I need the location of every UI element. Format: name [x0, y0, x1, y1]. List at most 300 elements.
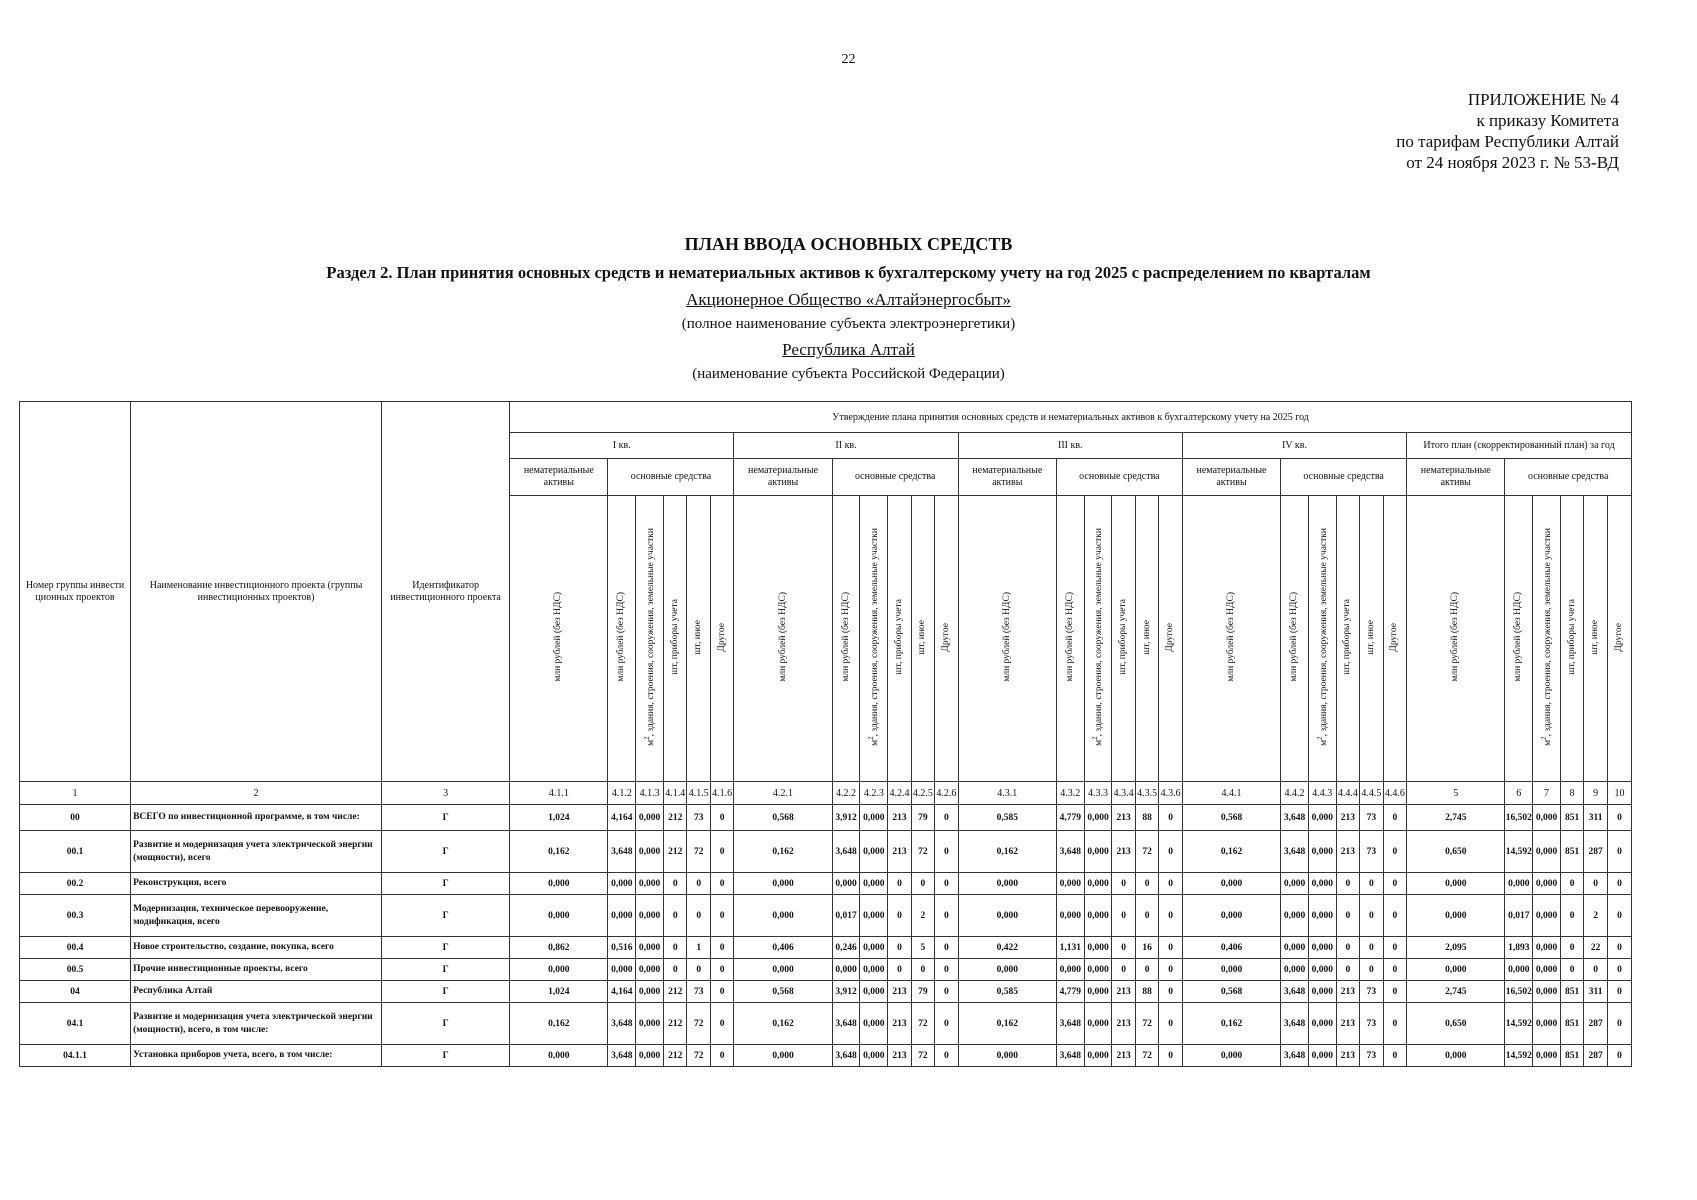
- column-number: 4.4.2: [1281, 782, 1309, 805]
- header-unit-mln-rub: [1407, 496, 1505, 782]
- row-value-cell: 0: [1159, 981, 1182, 1003]
- column-number: 5: [1407, 782, 1505, 805]
- row-value-cell: 72: [1135, 1003, 1158, 1045]
- unit-mln-rub-label: млн рублей (без НДС): [553, 592, 564, 682]
- row-value-cell: 0: [935, 1003, 958, 1045]
- header-unit-m2: [1084, 496, 1112, 782]
- row-value-cell: 0: [1383, 959, 1406, 981]
- row-value-cell: 0,000: [1308, 1003, 1336, 1045]
- row-value-cell: 213: [1336, 981, 1359, 1003]
- row-group-number: 00.3: [20, 895, 131, 937]
- row-value-cell: 851: [1560, 805, 1583, 831]
- unit-meters-label: шт, приборы учета: [669, 599, 680, 675]
- row-value-cell: 0: [888, 959, 911, 981]
- row-group-number: 04.1: [20, 1003, 131, 1045]
- row-value-cell: 0: [1159, 1003, 1182, 1045]
- row-project-name: Развитие и модернизация учета электрической энергии (мощности), всего, в том числе:: [131, 1003, 382, 1045]
- row-value-cell: 88: [1135, 981, 1158, 1003]
- unit-m2-prefix: м: [1094, 739, 1105, 746]
- row-value-cell: 1,024: [510, 805, 608, 831]
- row-value-cell: 3,648: [608, 1003, 636, 1045]
- unit-other-label: Другое: [940, 622, 951, 652]
- header-unit-other-pcs: [1135, 496, 1158, 782]
- row-value-cell: 0,000: [608, 895, 636, 937]
- row-value-cell: 0: [1159, 873, 1182, 895]
- row-value-cell: 0,000: [1308, 981, 1336, 1003]
- row-value-cell: 0: [663, 959, 686, 981]
- column-number: 4.2.1: [734, 782, 832, 805]
- column-number: 4.4.5: [1360, 782, 1383, 805]
- row-value-cell: 0: [1383, 805, 1406, 831]
- row-value-cell: 73: [1360, 831, 1383, 873]
- unit-other-label: Другое: [716, 622, 727, 652]
- header-unit-mln-rub: [1281, 496, 1309, 782]
- row-value-cell: 0,000: [860, 805, 888, 831]
- row-value-cell: 0,000: [636, 831, 664, 873]
- unit-m2-label: [642, 528, 657, 746]
- row-value-cell: 213: [888, 1045, 911, 1067]
- column-number: 4.1.2: [608, 782, 636, 805]
- unit-other-pcs-label: шт, иное: [693, 619, 704, 655]
- row-value-cell: 0,017: [1505, 895, 1533, 937]
- unit-meters-label: шт, приборы учета: [1566, 599, 1577, 675]
- row-value-cell: 0,000: [636, 981, 664, 1003]
- row-value-cell: 213: [1112, 981, 1135, 1003]
- row-value-cell: 0,000: [1407, 1045, 1505, 1067]
- row-value-cell: 0,000: [734, 873, 832, 895]
- header-unit-mln-rub: [734, 496, 832, 782]
- unit-m2-prefix: м: [870, 739, 881, 746]
- header-project-name: Наименование инвестиционного проекта (группы инвестиционных проектов): [131, 402, 382, 782]
- row-group-number: 00.4: [20, 937, 131, 959]
- row-value-cell: 72: [687, 1003, 710, 1045]
- row-value-cell: 0,406: [1182, 937, 1280, 959]
- row-value-cell: 213: [1112, 1003, 1135, 1045]
- row-value-cell: 0: [1135, 959, 1158, 981]
- row-project-id: Г: [382, 1045, 510, 1067]
- table-row: [20, 1003, 1632, 1045]
- unit-other-label: Другое: [1165, 622, 1176, 652]
- unit-m2-label: [1090, 528, 1105, 746]
- header-fixed-assets: основные средства: [1056, 459, 1182, 496]
- row-value-cell: 2,095: [1407, 937, 1505, 959]
- row-value-cell: 213: [888, 981, 911, 1003]
- row-value-cell: 3,648: [1281, 831, 1309, 873]
- row-value-cell: 0,000: [1182, 895, 1280, 937]
- row-value-cell: 73: [1360, 1045, 1383, 1067]
- column-number: 1: [20, 782, 131, 805]
- row-project-name: Прочие инвестиционные проекты, всего: [131, 959, 382, 981]
- column-number: 4.3.3: [1084, 782, 1112, 805]
- row-value-cell: 0,000: [734, 895, 832, 937]
- row-value-cell: 0: [1607, 1045, 1631, 1067]
- row-value-cell: 0: [935, 831, 958, 873]
- row-value-cell: 73: [1360, 805, 1383, 831]
- row-value-cell: 4,164: [608, 805, 636, 831]
- row-value-cell: 0: [710, 873, 733, 895]
- row-value-cell: 0: [1584, 873, 1607, 895]
- row-value-cell: 73: [1360, 981, 1383, 1003]
- document-subtitle: Раздел 2. План принятия основных средств и нематериальных активов к бухгалтерскому учету на год 2025 с распределением по кварталам: [326, 263, 1371, 282]
- row-value-cell: 0: [1360, 873, 1383, 895]
- row-value-cell: 0,162: [1182, 1003, 1280, 1045]
- unit-m2-exponent: 2: [643, 736, 651, 740]
- row-value-cell: 0,000: [636, 873, 664, 895]
- header-fixed-assets: основные средства: [1505, 459, 1632, 496]
- row-value-cell: 0,000: [510, 895, 608, 937]
- row-value-cell: 3,648: [1281, 1003, 1309, 1045]
- row-value-cell: 0,000: [1308, 873, 1336, 895]
- header-unit-other: [1607, 496, 1631, 782]
- row-value-cell: 851: [1560, 981, 1583, 1003]
- row-value-cell: 1,131: [1056, 937, 1084, 959]
- row-value-cell: 0,000: [860, 981, 888, 1003]
- header-q2: II кв.: [734, 433, 958, 459]
- unit-m2-label: [1315, 528, 1330, 746]
- column-number: 4.3.5: [1135, 782, 1158, 805]
- row-value-cell: 0,000: [636, 959, 664, 981]
- header-unit-other: [935, 496, 958, 782]
- row-value-cell: 0,000: [1056, 895, 1084, 937]
- row-value-cell: 0,162: [510, 1003, 608, 1045]
- row-value-cell: 287: [1584, 1045, 1607, 1067]
- row-value-cell: 0,000: [860, 831, 888, 873]
- row-value-cell: 0: [1383, 1003, 1406, 1045]
- header-unit-meters: [1112, 496, 1135, 782]
- row-value-cell: 0: [1607, 981, 1631, 1003]
- unit-mln-rub-label: млн рублей (без НДС): [1064, 592, 1075, 682]
- column-number: 4.3.2: [1056, 782, 1084, 805]
- row-value-cell: 0,422: [958, 937, 1056, 959]
- row-value-cell: 213: [1336, 1003, 1359, 1045]
- row-value-cell: 1,024: [510, 981, 608, 1003]
- row-value-cell: 0: [1607, 937, 1631, 959]
- row-value-cell: 3,648: [608, 831, 636, 873]
- row-value-cell: 0,000: [1308, 937, 1336, 959]
- row-value-cell: 0,650: [1407, 1003, 1505, 1045]
- row-value-cell: 0,000: [1084, 873, 1112, 895]
- row-value-cell: 0: [1584, 959, 1607, 981]
- header-fixed-assets: основные средства: [832, 459, 958, 496]
- row-value-cell: 0: [687, 959, 710, 981]
- row-value-cell: 0: [710, 895, 733, 937]
- row-value-cell: 0: [935, 895, 958, 937]
- row-value-cell: 0,406: [734, 937, 832, 959]
- header-q3: III кв.: [958, 433, 1182, 459]
- row-value-cell: 0,000: [860, 1003, 888, 1045]
- row-value-cell: 72: [911, 1045, 934, 1067]
- row-project-id: Г: [382, 1003, 510, 1045]
- row-value-cell: 0: [1159, 937, 1182, 959]
- row-value-cell: 0: [1607, 895, 1631, 937]
- column-number: 4.2.2: [832, 782, 860, 805]
- column-number: 4.1.4: [663, 782, 686, 805]
- row-value-cell: 5: [911, 937, 934, 959]
- row-value-cell: 0,000: [860, 1045, 888, 1067]
- header-unit-other: [710, 496, 733, 782]
- row-value-cell: 0: [663, 895, 686, 937]
- row-value-cell: 0: [1360, 959, 1383, 981]
- unit-meters-label: шт, приборы учета: [1342, 599, 1353, 675]
- row-value-cell: 0: [710, 1003, 733, 1045]
- row-value-cell: 0: [710, 959, 733, 981]
- row-project-name: Республика Алтай: [131, 981, 382, 1003]
- row-value-cell: 0: [1607, 1003, 1631, 1045]
- row-value-cell: 0,000: [1182, 873, 1280, 895]
- unit-m2-suffix: , здания, строения, сооружения, земельные участки: [1318, 528, 1329, 737]
- row-value-cell: 0: [1336, 873, 1359, 895]
- row-value-cell: 3,648: [1281, 981, 1309, 1003]
- row-value-cell: 0,862: [510, 937, 608, 959]
- row-value-cell: 72: [1135, 1045, 1158, 1067]
- row-value-cell: 73: [687, 981, 710, 1003]
- row-value-cell: 0,000: [1182, 959, 1280, 981]
- row-value-cell: 0,000: [1182, 1045, 1280, 1067]
- row-value-cell: 0,246: [832, 937, 860, 959]
- row-value-cell: 0,000: [1533, 981, 1561, 1003]
- row-value-cell: 0: [1383, 937, 1406, 959]
- row-value-cell: 73: [687, 805, 710, 831]
- unit-mln-rub-label: млн рублей (без НДС): [1001, 592, 1012, 682]
- appendix-line-1: ПРИЛОЖЕНИЕ № 4: [1467, 90, 1619, 109]
- row-value-cell: 213: [1336, 805, 1359, 831]
- row-value-cell: 0: [1112, 937, 1135, 959]
- header-unit-mln-rub: [1505, 496, 1533, 782]
- column-number: 4.2.4: [888, 782, 911, 805]
- row-value-cell: 72: [687, 831, 710, 873]
- row-value-cell: 0: [888, 895, 911, 937]
- row-value-cell: 0,000: [1084, 959, 1112, 981]
- row-value-cell: 0,162: [734, 831, 832, 873]
- row-value-cell: 0: [663, 937, 686, 959]
- header-unit-m2: [636, 496, 664, 782]
- row-value-cell: 0: [1112, 959, 1135, 981]
- row-group-number: 04.1.1: [20, 1045, 131, 1067]
- row-value-cell: 0,000: [608, 959, 636, 981]
- row-value-cell: 0: [1383, 895, 1406, 937]
- row-value-cell: 0,000: [1533, 873, 1561, 895]
- row-value-cell: 72: [911, 1003, 934, 1045]
- row-value-cell: 3,648: [1281, 1045, 1309, 1067]
- header-unit-other-pcs: [687, 496, 710, 782]
- column-number: 4.3.1: [958, 782, 1056, 805]
- row-value-cell: 0: [1135, 895, 1158, 937]
- header-fixed-assets: основные средства: [1281, 459, 1407, 496]
- row-value-cell: 0,000: [958, 895, 1056, 937]
- row-value-cell: 213: [888, 1003, 911, 1045]
- header-unit-other-pcs: [1360, 496, 1383, 782]
- header-unit-mln-rub: [608, 496, 636, 782]
- row-value-cell: 3,912: [832, 981, 860, 1003]
- row-value-cell: 0,000: [860, 873, 888, 895]
- row-value-cell: 88: [1135, 805, 1158, 831]
- column-number: 4.3.6: [1159, 782, 1182, 805]
- row-value-cell: 0,017: [832, 895, 860, 937]
- row-value-cell: 0: [935, 959, 958, 981]
- unit-mln-rub-label: млн рублей (без НДС): [777, 592, 788, 682]
- column-number: 4.1.6: [710, 782, 733, 805]
- row-value-cell: 0,000: [1084, 805, 1112, 831]
- row-value-cell: 0,000: [1308, 831, 1336, 873]
- row-value-cell: 0,000: [510, 959, 608, 981]
- row-value-cell: 0,000: [1533, 805, 1561, 831]
- row-project-id: Г: [382, 959, 510, 981]
- table-row: [20, 1045, 1632, 1067]
- appendix-line-4: от 24 ноября 2023 г. № 53-ВД: [1406, 153, 1619, 172]
- row-value-cell: 0: [1383, 831, 1406, 873]
- row-value-cell: 0: [710, 937, 733, 959]
- fixed-assets-plan-table: [19, 401, 1632, 1067]
- row-value-cell: 0,000: [1084, 981, 1112, 1003]
- row-value-cell: 0: [1560, 959, 1583, 981]
- row-value-cell: 4,164: [608, 981, 636, 1003]
- row-project-id: Г: [382, 981, 510, 1003]
- header-unit-other-pcs: [911, 496, 934, 782]
- row-group-number: 00: [20, 805, 131, 831]
- row-value-cell: 3,648: [832, 1003, 860, 1045]
- row-value-cell: 3,648: [1056, 1045, 1084, 1067]
- row-project-id: Г: [382, 895, 510, 937]
- row-value-cell: 2: [1584, 895, 1607, 937]
- row-value-cell: 79: [911, 805, 934, 831]
- row-value-cell: 0,000: [1308, 1045, 1336, 1067]
- row-value-cell: 212: [663, 1045, 686, 1067]
- row-value-cell: 213: [888, 831, 911, 873]
- row-value-cell: 0,000: [958, 959, 1056, 981]
- row-value-cell: 213: [1336, 831, 1359, 873]
- row-value-cell: 14,592: [1505, 1003, 1533, 1045]
- row-value-cell: 0: [1159, 805, 1182, 831]
- row-value-cell: 0,162: [958, 831, 1056, 873]
- row-value-cell: 0,000: [636, 1003, 664, 1045]
- unit-other-label: Другое: [1389, 622, 1400, 652]
- row-value-cell: 0,000: [636, 937, 664, 959]
- row-value-cell: 0,585: [958, 805, 1056, 831]
- header-intangible-assets: нематериальные активы: [1407, 459, 1505, 496]
- row-value-cell: 0: [1112, 895, 1135, 937]
- column-number: 4.1.5: [687, 782, 710, 805]
- unit-mln-rub-label: млн рублей (без НДС): [1289, 592, 1300, 682]
- row-value-cell: 0: [710, 981, 733, 1003]
- header-unit-mln-rub: [1182, 496, 1280, 782]
- unit-mln-rub-label: млн рублей (без НДС): [1450, 592, 1461, 682]
- row-value-cell: 79: [911, 981, 934, 1003]
- column-number: 4.4.1: [1182, 782, 1280, 805]
- row-value-cell: 0: [1383, 1045, 1406, 1067]
- header-unit-meters: [1560, 496, 1583, 782]
- appendix-block: [1396, 89, 1619, 173]
- row-value-cell: 212: [663, 1003, 686, 1045]
- row-value-cell: 0,000: [1407, 873, 1505, 895]
- row-value-cell: 0,000: [1084, 937, 1112, 959]
- unit-other-pcs-label: шт, иное: [1365, 619, 1376, 655]
- unit-mln-rub-label: млн рублей (без НДС): [840, 592, 851, 682]
- unit-mln-rub-label: млн рублей (без НДС): [1513, 592, 1524, 682]
- header-unit-m2: [1533, 496, 1561, 782]
- row-project-id: Г: [382, 805, 510, 831]
- row-value-cell: 0: [1159, 895, 1182, 937]
- unit-other-pcs-label: шт, иное: [917, 619, 928, 655]
- column-number: 8: [1560, 782, 1583, 805]
- row-value-cell: 3,648: [608, 1045, 636, 1067]
- row-value-cell: 2: [911, 895, 934, 937]
- header-group-number: Номер группы инвести ционных проектов: [20, 402, 131, 782]
- table-row: [20, 873, 1632, 895]
- row-value-cell: 0: [1560, 873, 1583, 895]
- unit-meters-label: шт, приборы учета: [1118, 599, 1129, 675]
- header-q1: I кв.: [510, 433, 734, 459]
- row-value-cell: 0: [1560, 895, 1583, 937]
- header-q4: IV кв.: [1182, 433, 1406, 459]
- row-value-cell: 0,000: [1407, 959, 1505, 981]
- row-project-name: Модернизация, техническое перевооружение, модификация, всего: [131, 895, 382, 937]
- row-value-cell: 0: [1360, 937, 1383, 959]
- row-value-cell: 72: [911, 831, 934, 873]
- header-intangible-assets: нематериальные активы: [1182, 459, 1280, 496]
- row-value-cell: 311: [1584, 981, 1607, 1003]
- row-value-cell: 0,000: [510, 873, 608, 895]
- row-value-cell: 3,648: [832, 1045, 860, 1067]
- row-value-cell: 0,000: [1308, 959, 1336, 981]
- header-intangible-assets: нематериальные активы: [510, 459, 608, 496]
- header-approval-plan: Утверждение плана принятия основных средств и нематериальных активов к бухгалтерскому учету на 2025 год: [510, 402, 1632, 433]
- row-value-cell: 0,162: [1182, 831, 1280, 873]
- unit-m2-exponent: 2: [1315, 736, 1324, 740]
- unit-m2-prefix: м: [1318, 739, 1329, 746]
- row-value-cell: 212: [663, 831, 686, 873]
- unit-m2-exponent: 2: [867, 736, 876, 740]
- row-value-cell: 0,000: [1533, 831, 1561, 873]
- row-value-cell: 0,585: [958, 981, 1056, 1003]
- row-value-cell: 0,000: [1281, 873, 1309, 895]
- row-value-cell: 0: [1112, 873, 1135, 895]
- row-value-cell: 0,000: [734, 1045, 832, 1067]
- row-value-cell: 0: [935, 805, 958, 831]
- column-number: 4.1.1: [510, 782, 608, 805]
- row-value-cell: 0,000: [1533, 959, 1561, 981]
- document-title: ПЛАН ВВОДА ОСНОВНЫХ СРЕДСТВ: [684, 234, 1013, 254]
- header-unit-other: [1159, 496, 1182, 782]
- organization-note: (полное наименование субъекта электроэнергетики): [681, 316, 1016, 332]
- column-number: 4.3.4: [1112, 782, 1135, 805]
- header-fixed-assets: основные средства: [608, 459, 734, 496]
- row-value-cell: 0,000: [1533, 937, 1561, 959]
- row-value-cell: 0,000: [734, 959, 832, 981]
- row-group-number: 00.1: [20, 831, 131, 873]
- row-value-cell: 0: [1135, 873, 1158, 895]
- unit-mln-rub-label: млн рублей (без НДС): [1226, 592, 1237, 682]
- row-value-cell: 0: [935, 981, 958, 1003]
- row-value-cell: 0,000: [832, 959, 860, 981]
- header-unit-other: [1383, 496, 1406, 782]
- unit-m2-label: [1539, 528, 1554, 746]
- row-value-cell: 0,162: [510, 831, 608, 873]
- row-value-cell: 0,568: [734, 981, 832, 1003]
- row-value-cell: 1: [687, 937, 710, 959]
- row-value-cell: 213: [1112, 1045, 1135, 1067]
- row-value-cell: 287: [1584, 831, 1607, 873]
- unit-m2-label: [866, 528, 881, 746]
- row-project-name: ВСЕГО по инвестиционной программе, в том числе:: [131, 805, 382, 831]
- row-value-cell: 0: [687, 873, 710, 895]
- row-value-cell: 287: [1584, 1003, 1607, 1045]
- row-value-cell: 0,000: [1505, 873, 1533, 895]
- row-value-cell: 0: [710, 831, 733, 873]
- row-group-number: 04: [20, 981, 131, 1003]
- row-value-cell: 3,648: [1281, 805, 1309, 831]
- header-unit-other-pcs: [1584, 496, 1607, 782]
- column-number: 9: [1584, 782, 1607, 805]
